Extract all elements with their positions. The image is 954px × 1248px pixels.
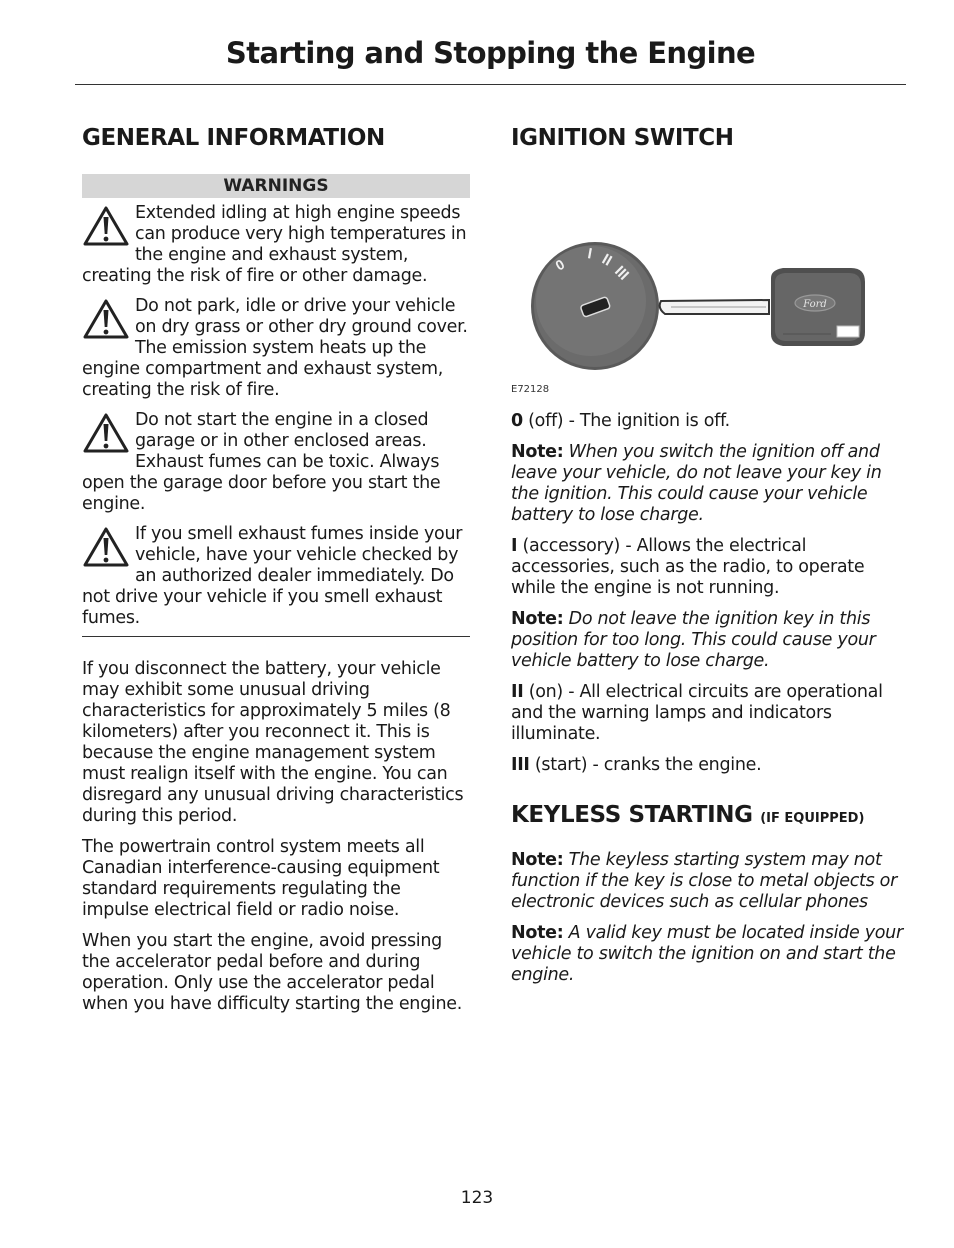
warning-text: Extended idling at high engine speeds can produce very high temperatures in the engine and exhaust system, creating the risk of fire or other damage. (82, 203, 467, 286)
note-label: Note: (511, 609, 564, 629)
keyless-subheading: (IF EQUIPPED) (760, 811, 865, 826)
title-divider (75, 84, 906, 85)
note (511, 442, 903, 526)
note (511, 923, 903, 986)
warning-triangle-icon (82, 298, 130, 340)
page-number: 123 (460, 1188, 494, 1208)
warning-triangle-icon (82, 412, 130, 454)
position-label: I (511, 536, 518, 556)
key-blade (660, 300, 769, 314)
body-paragraph: If you disconnect the battery, your vehicle may exhibit some unusual driving characteristics for approximately 5 miles (8 kilometers) after you reconnect it. This is because the engine management system must realign itself with the engine. You can disregard any unusual driving characteristics during this period. (82, 659, 464, 826)
dial-label-accessory: I (586, 245, 594, 263)
note-text: When you switch the ignition off and leave your vehicle, do not leave your key in the ignition. This could cause your vehicle battery to lose charge. (511, 442, 882, 525)
left-column (82, 120, 470, 1015)
general-information-heading: GENERAL INFORMATION (82, 125, 385, 151)
ignition-switch-heading: IGNITION SWITCH (511, 125, 734, 151)
note (511, 609, 903, 672)
warning-item (82, 203, 470, 287)
warning-triangle-icon (82, 526, 130, 568)
key-head (771, 268, 865, 346)
position-accessory (511, 536, 903, 599)
note-text: A valid key must be located inside your vehicle to switch the ignition on and start the engine. (511, 923, 903, 985)
dial-label-on: II (599, 250, 615, 270)
warning-text: Do not park, idle or drive your vehicle on dry grass or other dry ground cover. The emission system heats up the engine compartment and exhaust system, creating the risk of fire. (82, 296, 468, 400)
warning-text: If you smell exhaust fumes inside your vehicle, have your vehicle checked by an authorized dealer immediately. Do not drive your vehicle if you smell exhaust fumes. (82, 524, 463, 628)
position-text: (start) - cranks the engine. (534, 755, 762, 775)
note-label: Note: (511, 850, 564, 870)
body-paragraph: When you start the engine, avoid pressing the accelerator pedal before and during operation. Only use the accelerator pedal when you have difficulty starting the engine. (82, 931, 462, 1014)
keyless-starting-heading (511, 798, 903, 836)
note-label: Note: (511, 923, 564, 943)
position-off (511, 411, 903, 432)
warning-text: Do not start the engine in a closed garage or in other enclosed areas. Exhaust fumes can be toxic. Always open the garage door before you start the engine. (82, 410, 441, 514)
note (511, 850, 903, 913)
keyless-notes (511, 850, 903, 986)
key-logo-text: Ford (803, 299, 827, 310)
position-label: II (511, 682, 524, 702)
note-text: Do not leave the ignition key in this position for too long. This could cause your vehicle battery to lose charge. (511, 609, 876, 671)
ignition-figure (511, 156, 903, 396)
body-paragraph: The powertrain control system meets all Canadian interference-causing equipment standard requirements regulating the impulse electrical field or radio noise. (82, 837, 440, 920)
warning-item (82, 524, 470, 629)
page-title: Starting and Stopping the Engine (225, 36, 756, 70)
warning-item (82, 410, 470, 515)
position-label: III (511, 755, 530, 775)
dial-label-start: III (611, 262, 633, 284)
position-text: (accessory) - Allows the electrical accessories, such as the radio, to operate while the engine is not running. (511, 536, 865, 598)
note-text: The keyless starting system may not function if the key is close to metal objects or electronic devices such as cellular phones (511, 850, 897, 912)
figure-code: E72128 (511, 384, 550, 395)
warning-triangle-icon (82, 205, 130, 247)
position-on (511, 682, 903, 745)
dial-label-off: 0 (552, 255, 568, 274)
position-start (511, 755, 903, 776)
keyless-heading-text: KEYLESS STARTING (511, 802, 753, 828)
note-label: Note: (511, 442, 564, 462)
position-text: (off) - The ignition is off. (528, 411, 730, 431)
warnings-label: WARNINGS (82, 174, 470, 198)
position-text: (on) - All electrical circuits are operational and the warning lamps and indicators illuminate. (511, 682, 883, 744)
ignition-illustration (511, 156, 903, 376)
warning-item (82, 296, 470, 401)
ignition-dial (531, 242, 659, 370)
ignition-positions (511, 411, 903, 776)
right-column (511, 120, 903, 986)
position-label: 0 (511, 411, 523, 431)
warnings-divider (82, 636, 470, 637)
